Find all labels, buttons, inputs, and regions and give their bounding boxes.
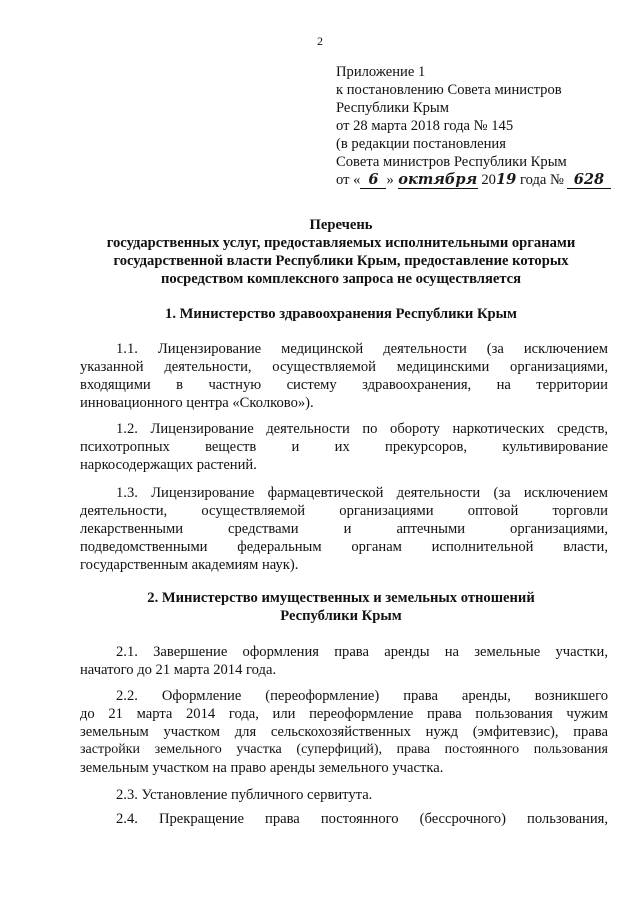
section-heading-line: 2. Министерство имущественных и земельных отношений bbox=[147, 590, 535, 606]
text-line: государственным академиям наук). bbox=[80, 557, 299, 573]
handwritten-month: октября bbox=[398, 171, 478, 188]
text-line: земельным участком на право аренды земельного участка. bbox=[80, 760, 444, 776]
text-line: 1.3. Лицензирование фармацевтической деятельности (за исключением bbox=[116, 485, 608, 501]
year-suffix: года № bbox=[516, 172, 564, 188]
list-item-2-4 bbox=[80, 810, 608, 828]
list-item-1-3 bbox=[80, 484, 608, 574]
approval-line: Совета министров Республики Крым bbox=[336, 154, 567, 170]
section-heading-line: Республики Крым bbox=[280, 608, 402, 624]
text-line: 2.3. Установление публичного сервитута. bbox=[116, 787, 373, 803]
title-line: Перечень bbox=[309, 217, 373, 233]
text-line: 1.2. Лицензирование деятельности по обороту наркотических средств, bbox=[116, 421, 608, 437]
list-item-2-2 bbox=[80, 687, 608, 777]
approval-line: (в редакции постановления bbox=[336, 136, 506, 152]
text-line: 1.1. Лицензирование медицинской деятельности (за исключением bbox=[116, 341, 608, 357]
text-line: 2.4. Прекращение права постоянного (бессрочного) пользования, bbox=[116, 811, 608, 827]
document-title bbox=[72, 216, 610, 288]
text-line: до 21 марта 2014 года, или переоформление права пользования чужим bbox=[80, 706, 608, 722]
approval-block bbox=[336, 63, 626, 189]
text-line: инновационного центра «Сколково»). bbox=[80, 395, 314, 411]
text-line: 2.1. Завершение оформления права аренды на земельные участки, bbox=[116, 644, 608, 660]
list-item-1-1 bbox=[80, 340, 608, 412]
text-line: подведомственными федеральным органам исполнительной власти, bbox=[80, 539, 608, 555]
text-line: входящими в частную систему здравоохранения, на территории bbox=[80, 377, 608, 393]
list-item-2-3 bbox=[80, 786, 608, 804]
approval-line: Приложение 1 bbox=[336, 64, 426, 80]
section-heading-line: 1. Министерство здравоохранения Республики Крым bbox=[165, 306, 517, 322]
page-number: 2 bbox=[317, 34, 323, 48]
text-line: указанной деятельности, осуществляемой медицинскими организациями, bbox=[80, 359, 608, 375]
amendment-date-line bbox=[336, 171, 626, 189]
title-line: государственной власти Республики Крым, предоставление которых bbox=[113, 253, 569, 269]
text-line: начатого до 21 марта 2014 года. bbox=[80, 662, 277, 678]
year-prefix: 20 bbox=[477, 172, 496, 188]
title-line: посредством комплексного запроса не осуществляется bbox=[160, 271, 522, 287]
text-line: застройки земельного участка (суперфиций), права постоянного пользования bbox=[80, 742, 608, 757]
section-heading bbox=[72, 589, 610, 625]
text-line: деятельности, осуществляемой организациями оптовой торговли bbox=[80, 503, 608, 519]
text-line: психотропных веществ и их прекурсоров, культивирование bbox=[80, 439, 608, 455]
approval-line: от 28 марта 2018 года № 145 bbox=[336, 118, 514, 134]
text-line: лекарственными средствами и аптечными организациями, bbox=[80, 521, 608, 537]
handwritten-year: 19 bbox=[495, 171, 517, 188]
date-quote: » bbox=[386, 172, 394, 188]
section-heading bbox=[72, 305, 610, 323]
list-item-2-1 bbox=[80, 643, 608, 679]
date-prefix: от « bbox=[336, 172, 361, 188]
approval-line: Республики Крым bbox=[336, 100, 449, 116]
text-line: 2.2. Оформление (переоформление) права аренды, возникшего bbox=[116, 688, 608, 704]
approval-line: к постановлению Совета министров bbox=[336, 82, 562, 98]
text-line: земельным участком для сельскохозяйственных нужд (эмфитевзис), права bbox=[80, 724, 608, 740]
list-item-1-2 bbox=[80, 420, 608, 474]
handwritten-number: 628 bbox=[567, 172, 611, 189]
handwritten-day: 6 bbox=[360, 172, 386, 189]
text-line: наркосодержащих растений. bbox=[80, 457, 257, 473]
title-line: государственных услуг, предоставляемых исполнительными органами bbox=[106, 235, 576, 251]
